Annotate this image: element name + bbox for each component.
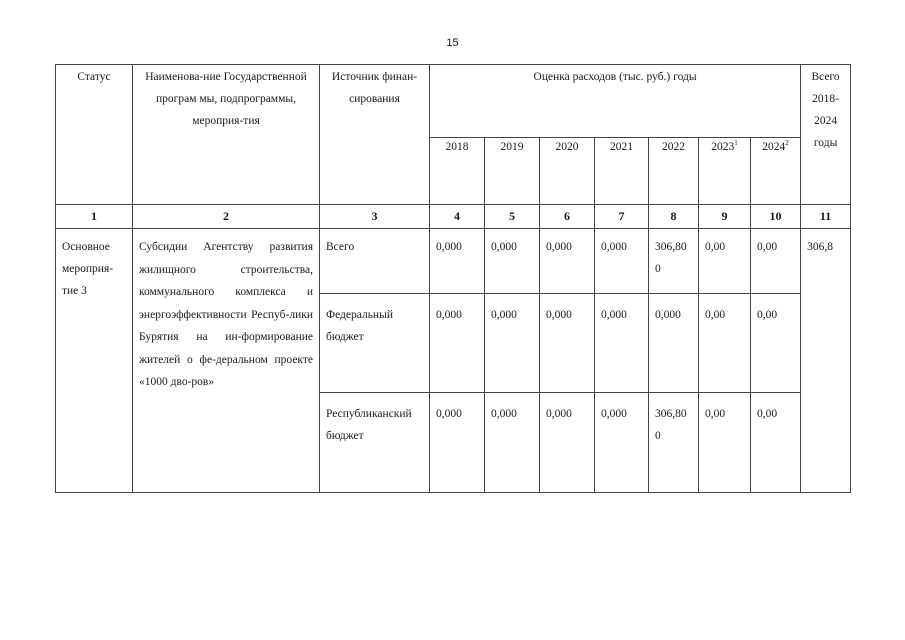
event-name-cell: Субсидии Агентству развития жилищного строительства, коммунального комплекса и энергоэффективности Респуб-лики Бурятия на ин-формирование жителей о фе-деральном проекте «1000 дво-ров» xyxy=(133,229,320,493)
value-cell: 0,000 xyxy=(595,229,649,293)
column-number: 9 xyxy=(699,205,751,229)
column-number: 2 xyxy=(133,205,320,229)
status-cell: Основное мероприя-тие 3 xyxy=(56,229,133,493)
column-number: 8 xyxy=(649,205,699,229)
value-cell: 0,00 xyxy=(699,392,751,492)
column-number: 3 xyxy=(320,205,430,229)
year-header-2022: 2022 xyxy=(649,138,699,205)
value-cell: 0,000 xyxy=(430,392,485,492)
header-status: Статус xyxy=(56,65,133,205)
column-number: 5 xyxy=(485,205,540,229)
column-number: 7 xyxy=(595,205,649,229)
column-number: 1 xyxy=(56,205,133,229)
column-number: 10 xyxy=(751,205,801,229)
year-header-2019: 2019 xyxy=(485,138,540,205)
year-header-2018: 2018 xyxy=(430,138,485,205)
value-cell: 0,000 xyxy=(540,392,595,492)
header-total: Всего 2018-2024 годы xyxy=(801,65,851,205)
value-cell: 0,00 xyxy=(699,293,751,392)
column-number: 4 xyxy=(430,205,485,229)
value-cell: 0,000 xyxy=(430,293,485,392)
value-cell: 0,00 xyxy=(751,392,801,492)
value-cell: 0,00 xyxy=(699,229,751,293)
value-cell: 0,000 xyxy=(595,392,649,492)
value-cell: 0,000 xyxy=(540,293,595,392)
total-cell: 306,8 xyxy=(801,229,851,493)
source-cell: Федеральный бюджет xyxy=(320,293,430,392)
year-header-2020: 2020 xyxy=(540,138,595,205)
value-cell: 306,800 xyxy=(649,392,699,492)
value-cell: 0,000 xyxy=(595,293,649,392)
year-header-2024: 2024$^2$ xyxy=(751,138,801,205)
year-header-2021: 2021 xyxy=(595,138,649,205)
value-cell: 0,000 xyxy=(485,392,540,492)
value-cell: 0,000 xyxy=(485,229,540,293)
footnote-marker: 2 xyxy=(785,139,789,148)
value-cell: 0,000 xyxy=(485,293,540,392)
year-header-2023: 2023$^1$ xyxy=(699,138,751,205)
header-source: Источник финан-сирования xyxy=(320,65,430,205)
value-cell: 0,000 xyxy=(540,229,595,293)
value-cell: 0,00 xyxy=(751,293,801,392)
value-cell: 0,00 xyxy=(751,229,801,293)
budget-table xyxy=(55,64,851,493)
value-cell: 0,000 xyxy=(649,293,699,392)
value-cell: 0,000 xyxy=(430,229,485,293)
footnote-marker: 1 xyxy=(734,139,738,148)
column-number: 6 xyxy=(540,205,595,229)
header-expense-estimate: Оценка расходов (тыс. руб.) годы xyxy=(430,65,801,138)
source-cell: Всего xyxy=(320,229,430,293)
source-cell: Республиканский бюджет xyxy=(320,392,430,492)
value-cell: 306,800 xyxy=(649,229,699,293)
page-number: 15 xyxy=(446,37,459,49)
column-number: 11 xyxy=(801,205,851,229)
header-name: Наименова-ние Государственной програм мы, подпрограммы, мероприя-тия xyxy=(133,65,320,205)
